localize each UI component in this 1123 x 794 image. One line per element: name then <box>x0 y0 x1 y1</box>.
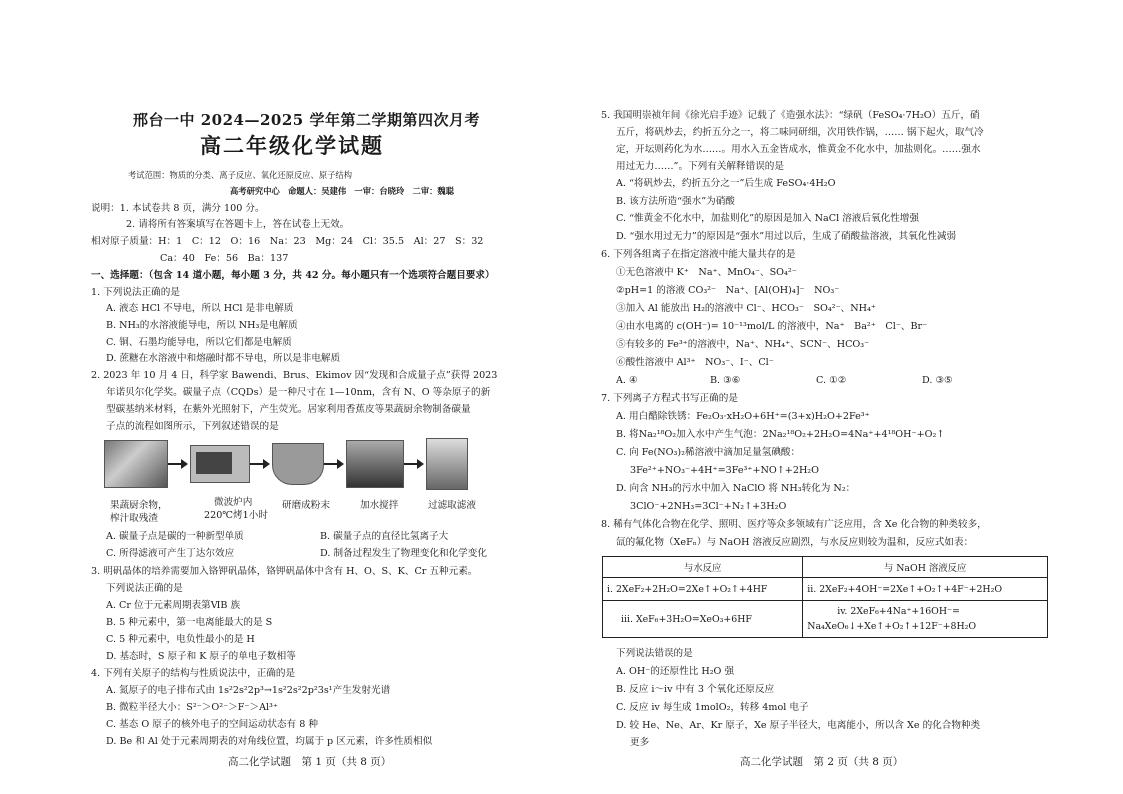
mortar-image <box>272 443 324 485</box>
question-option: A. 用白醋除铁锈：Fe₂O₃·xH₂O+6H⁺=(3+x)H₂O+2Fe³⁺ <box>616 411 870 422</box>
flow-label: 微波炉内 <box>214 497 253 508</box>
question-option: C. 所得滤液可产生丁达尔效应 <box>106 548 235 559</box>
question-item: ①无色溶液中 K⁺ Na⁺、MnO₄⁻、SO₄²⁻ <box>616 267 797 278</box>
exam-title: 邢台一中 2024—2025 学年第二学期第四次月考 <box>133 111 480 129</box>
question-option: B. 该方法所造“强水”为硝酸 <box>616 196 735 207</box>
question-option: D. 蔗糖在水溶液中和熔融时都不导电，所以是非电解质 <box>106 353 341 364</box>
arrow-icon <box>250 459 272 469</box>
note-line: 2. 请将所有答案填写在答题卡上，答在试卷上无效。 <box>126 219 350 230</box>
question-5-stem: 五斤，将矾炒去，约折五分之一，将二味同研细，次用铁作锅，…… 锅下起火，取气冷 <box>616 127 984 138</box>
question-2-stem: 2. 2023 年 10 月 4 日，科学家 Bawendi、Brus、Ekimov 因“发现和合成量子点”获得 2023 <box>91 370 498 381</box>
question-option: A. Cr 位于元素周期表第ⅥB 族 <box>106 600 241 611</box>
question-option: D. Be 和 Al 处于元素周期表的对角线位置，均属于 p 区元素，许多性质相似 <box>106 736 433 747</box>
flow-label: 研磨成粉末 <box>282 500 330 511</box>
table-cell: iii. XeF₆+3H₂O=XeO₃+6HF <box>603 601 803 638</box>
question-option: D. 基态时，S 原子和 K 原子的单电子数相等 <box>106 651 296 662</box>
question-choice: A. ④ <box>616 375 638 386</box>
exam-subtitle: 高二年级化学试题 <box>200 133 384 158</box>
page-footer: 高二化学试题 第 2 页（共 8 页） <box>740 756 904 768</box>
question-item: ⑥酸性溶液中 Al³⁺ NO₃⁻、I⁻、Cl⁻ <box>616 357 774 368</box>
table-header-row <box>603 557 1048 578</box>
question-item: ⑤有较多的 Fe³⁺的溶液中，Na⁺、NH₄⁺、SCN⁻、HCO₃⁻ <box>616 339 870 350</box>
flow-label: 果蔬厨余物， <box>110 500 168 511</box>
table-row <box>603 578 1048 601</box>
reaction-table <box>602 556 1048 638</box>
question-1-stem: 1. 下列说法正确的是 <box>91 287 180 298</box>
question-item: ②pH=1 的溶液 CO₃²⁻ Na⁺、[Al(OH)₄]⁻ NO₃⁻ <box>616 285 840 296</box>
question-7-stem: 7. 下列离子方程式书写正确的是 <box>601 393 738 404</box>
question-option: C. “惟黄金不化水中，加盐则化”的原因是加入 NaCl 溶液后氧化性增强 <box>616 213 919 224</box>
table-header: 与水反应 <box>603 557 803 578</box>
question-option: B. 微粒半径大小：S²⁻＞O²⁻＞F⁻＞Al³⁺ <box>106 702 278 713</box>
question-option: C. 反应 iv 每生成 1molO₂，转移 4mol 电子 <box>616 702 809 713</box>
arrow-icon <box>324 459 346 469</box>
question-5-stem: 定，开坛则药化为水……。用水入五金皆成水，惟黄金不化水中，加盐则化。……强水 <box>616 144 981 155</box>
question-4-stem: 4. 下列有关原子的结构与性质说法中，正确的是 <box>91 668 296 679</box>
question-choice: B. ③⑥ <box>710 375 741 386</box>
table-cell: ii. 2XeF₂+4OH⁻=2Xe↑+O₂↑+4F⁻+2H₂O <box>803 578 1048 601</box>
table-row <box>603 601 1048 638</box>
question-option: D. 向含 NH₃的污水中加入 NaClO 将 NH₃转化为 N₂： <box>616 483 856 494</box>
question-item: ④由水电离的 c(OH⁻)= 10⁻¹³mol/L 的溶液中，Na⁺ Ba²⁺ Cl⁻、Br⁻ <box>616 321 928 332</box>
question-option: C. 铜、石墨均能导电，所以它们都是电解质 <box>106 337 292 348</box>
stirring-beaker-image <box>346 440 404 488</box>
question-2-stem: 子点的流程如图所示，下列叙述错误的是 <box>106 421 279 432</box>
filter-funnel-image <box>426 438 468 490</box>
table-cell-line: iv. 2XeF₆+4Na⁺+16OH⁻= <box>837 606 960 617</box>
question-3-stem: 3. 明矾晶体的培养需要加入铬钾矾晶体，铬钾矾晶体中含有 H、O、S、K、Cr 五种元素。 <box>91 566 478 577</box>
page-footer: 高二化学试题 第 1 页（共 8 页） <box>228 756 392 768</box>
question-item: ③加入 Al 能放出 H₂的溶液中 Cl⁻、HCO₃⁻ SO₄²⁻、NH₄⁺ <box>616 303 876 314</box>
question-5-stem: 用过无力……”。下列有关解释错误的是 <box>616 161 784 172</box>
question-option: A. 液态 HCl 不导电，所以 HCl 是非电解质 <box>106 303 294 314</box>
question-3-sub: 下列说法正确的是 <box>106 583 183 594</box>
exam-staff: 高考研究中心 命题人：吴建伟 一审：台晓玲 二审：魏聪 <box>230 186 455 196</box>
question-8-stem: 8. 稀有气体化合物在化学、照明、医疗等众多领域有广泛应用，含 Xe 化合物的种类较多， <box>601 519 987 530</box>
exam-scope: 考试范围：物质的分类、离子反应、氧化还原反应、原子结构 <box>128 170 353 180</box>
question-choice: C. ①② <box>816 375 847 386</box>
table-cell: i. 2XeF₂+2H₂O=2Xe↑+O₂↑+4HF <box>603 578 803 601</box>
question-option: B. 5 种元素中，第一电离能最大的是 S <box>106 617 273 628</box>
question-option: B. 碳量子点的直径比氢离子大 <box>320 531 449 542</box>
process-flow-diagram <box>104 438 468 490</box>
note-line: 说明：1. 本试卷共 8 页，满分 100 分。 <box>91 203 265 214</box>
table-cell <box>803 601 1048 638</box>
question-8-stem: 氙的氟化物（XeFₙ）与 NaOH 溶液反应剧烈，与水反应则较为温和，反应式如表： <box>616 537 974 548</box>
question-option-equation: 3Fe²⁺+NO₃⁻+4H⁺=3Fe³⁺+NO↑+2H₂O <box>630 465 820 476</box>
microwave-image <box>190 445 250 483</box>
section-heading: 一、选择题：（包含 14 道小题，每小题 3 分，共 42 分。每小题只有一个选项符合题目要求） <box>91 270 495 281</box>
question-option-equation: 3ClO⁻+2NH₃=3Cl⁻+N₂↑+3H₂O <box>630 501 787 512</box>
question-option: B. NH₃的水溶液能导电，所以 NH₃是电解质 <box>106 320 298 331</box>
question-option: A. 氮原子的电子排布式由 1s²2s²2p³→1s²2s²2p²3s¹产生发射光谱 <box>106 685 391 696</box>
question-8-sub: 下列说法错误的是 <box>616 648 693 659</box>
question-option: B. 反应 i～iv 中有 3 个氧化还原反应 <box>616 684 775 695</box>
arrow-icon <box>168 459 190 469</box>
question-choice: D. ③⑤ <box>922 375 953 386</box>
question-option: 更多 <box>630 737 650 748</box>
atomic-masses: 相对原子质量：H：1 C：12 O：16 Na：23 Mg：24 Cl：35.5 Al：27 S：32 <box>91 236 484 247</box>
flow-label: 220℃烤1小时 <box>204 510 268 521</box>
question-6-stem: 6. 下列各组离子在指定溶液中能大量共存的是 <box>601 249 796 260</box>
question-2-stem: 型碳基纳米材料，在紫外光照射下，产生荧光。居家利用香蕉皮等果蔬厨余物制备碳量 <box>106 404 471 415</box>
question-option: A. 碳量子点是碳的一种新型单质 <box>106 531 244 542</box>
question-5-stem: 5. 我国明崇祯年间《徐光启手迹》记载了《造强水法》：“绿矾（FeSO₄·7H₂O）五斤，硝 <box>601 110 980 121</box>
fruit-scraps-image <box>104 440 168 488</box>
table-cell-line: Na₄XeO₆↓+Xe↑+O₂↑+12F⁻+8H₂O <box>807 621 977 632</box>
question-2-stem: 年诺贝尔化学奖。碳量子点（CQDs）是一种尺寸在 1—10nm，含有 N、O 等杂原子的新 <box>106 387 491 398</box>
question-option: C. 5 种元素中，电负性最小的是 H <box>106 634 255 645</box>
question-option: D. 较 He、Ne、Ar、Kr 原子，Xe 原子半径大，电离能小，所以含 Xe 的化合物种类 <box>616 720 981 731</box>
question-option: D. “强水用过无力”的原因是“强水”用过以后，生成了硝酸盐溶液，其氧化性减弱 <box>616 231 957 242</box>
arrow-icon <box>404 459 426 469</box>
question-option: B. 将Na₂¹⁸O₂加入水中产生气泡：2Na₂¹⁸O₂+2H₂O=4Na⁺+4¹⁸OH⁻+O₂↑ <box>616 429 945 440</box>
question-option: D. 制备过程发生了物理变化和化学变化 <box>320 548 487 559</box>
question-option: A. “将矾炒去，约折五分之一”后生成 FeSO₄·4H₂O <box>616 178 836 189</box>
flow-label: 过滤取滤液 <box>428 500 476 511</box>
flow-label: 加水搅拌 <box>360 500 399 511</box>
question-option: C. 向 Fe(NO₃)₂稀溶液中滴加足量氢碘酸： <box>616 447 801 458</box>
table-header: 与 NaOH 溶液反应 <box>803 557 1048 578</box>
question-option: A. OH⁻的还原性比 H₂O 强 <box>616 666 735 677</box>
flow-label: 榨汁取残渣 <box>110 513 158 524</box>
question-option: C. 基态 O 原子的核外电子的空间运动状态有 8 种 <box>106 719 318 730</box>
atomic-masses: Ca：40 Fe：56 Ba：137 <box>160 253 289 264</box>
